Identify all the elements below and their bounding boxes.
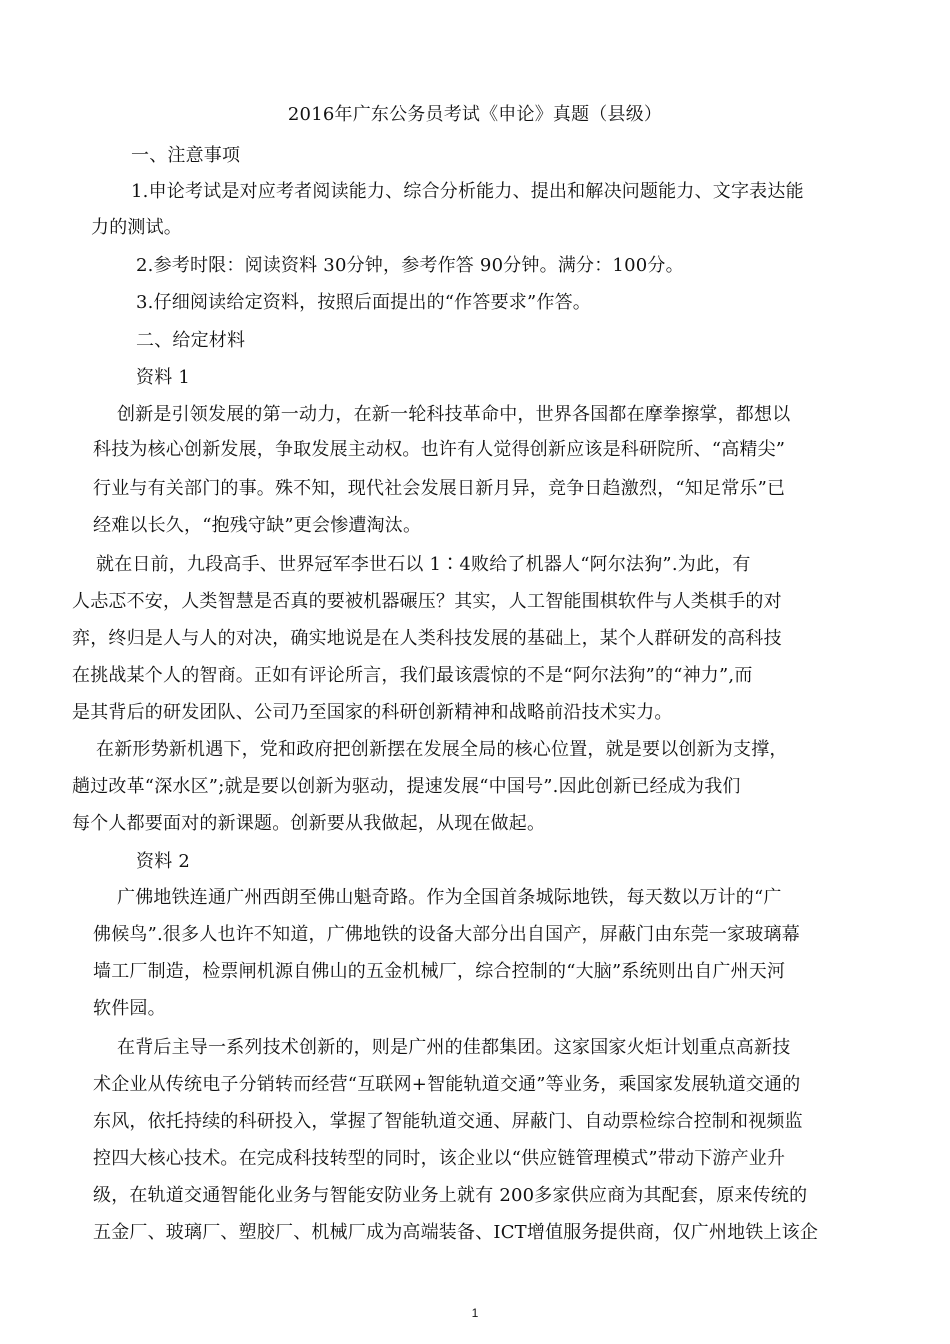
paragraph-line: 创新是引领发展的第一动力，在新一轮科技革命中，世界各国都在摩拳擦掌，都想以: [117, 404, 791, 425]
paragraph-line: 弈，终归是人与人的对决，确实地说是在人类科技发展的基础上，某个人群研发的高科技: [72, 628, 782, 649]
paragraph-line: 行业与有关部门的事。殊不知，现代社会发展日新月异，竞争日趋激烈，“知足常乐”已: [93, 478, 786, 499]
paragraph-line: 趟过改革“深水区”;就是要以创新为驱动，提速发展“中国号”.因此创新已经成为我们: [72, 776, 741, 797]
paragraph-line: 级，在轨道交通智能化业务与智能安防业务上就有 200多家供应商为其配套，原来传统的: [93, 1185, 808, 1206]
paragraph-line: 经难以长久，“抱残守缺”更会惨遭淘汰。: [93, 515, 422, 536]
paragraph-line: 东风，依托持续的科研投入，掌握了智能轨道交通、屏蔽门、自动票检综合控制和视频监: [93, 1111, 803, 1132]
document-title: 2016年广东公务员考试《申论》真题（县级）: [287, 104, 663, 125]
section-heading-notes: 一、注意事项: [131, 145, 241, 166]
paragraph-line: 人忐忑不安，人类智慧是否真的要被机器碾压？其实，人工智能围棋软件与人类棋手的对: [72, 591, 782, 612]
paragraph-line: 墙工厂制造，检票闸机源自佛山的五金机械厂，综合控制的“大脑”系统则出自广州天河: [93, 961, 786, 982]
paragraph-line: 术企业从传统电子分销转而经营“互联网+智能轨道交通”等业务，乘国家发展轨道交通的: [93, 1074, 801, 1095]
paragraph-line: 在挑战某个人的智商。正如有评论所言，我们最该震惊的不是“阿尔法狗”的“神力”,而: [72, 665, 753, 686]
material-heading: 资料 2: [136, 851, 190, 872]
paragraph-line: 佛候鸟”.很多人也许不知道，广佛地铁的设备大部分出自国产，屏蔽门由东莞一家玻璃幕: [93, 924, 800, 945]
paragraph-line: 控四大核心技术。在完成科技转型的同时，该企业以“供应链管理模式”带动下游产业升: [93, 1148, 786, 1169]
paragraph-line: 广佛地铁连通广州西朗至佛山魁奇路。作为全国首条城际地铁，每天数以万计的“广: [117, 887, 782, 908]
paragraph-line: 2.参考时限：阅读资料 30分钟，参考作答 90分钟。满分：100分。: [136, 255, 684, 276]
paragraph-line: 是其背后的研发团队、公司乃至国家的科研创新精神和战略前沿技术实力。: [72, 702, 673, 723]
material-heading: 资料 1: [136, 367, 190, 388]
paragraph-line: 五金厂、玻璃厂、塑胶厂、机械厂成为高端装备、ICT增值服务提供商，仅广州地铁上该企: [93, 1222, 819, 1243]
paragraph-line: 就在日前，九段高手、世界冠军李世石以 1∶4败给了机器人“阿尔法狗”.为此，有: [96, 554, 751, 575]
page-number: 1: [471, 1306, 479, 1320]
paragraph-line: 软件园。: [93, 998, 166, 1019]
paragraph-line: 每个人都要面对的新课题。创新要从我做起，从现在做起。: [72, 813, 546, 834]
paragraph-line: 1.申论考试是对应考者阅读能力、综合分析能力、提出和解决问题能力、文字表达能: [131, 181, 804, 202]
paragraph-line: 在背后主导一系列技术创新的，则是广州的佳都集团。这家国家火炬计划重点高新技: [117, 1037, 791, 1058]
paragraph-line: 力的测试。: [91, 217, 182, 238]
paragraph-line: 3.仔细阅读给定资料，按照后面提出的“作答要求”作答。: [136, 292, 591, 313]
paragraph-line: 科技为核心创新发展，争取发展主动权。也许有人觉得创新应该是科研院所、“高精尖”: [93, 439, 786, 460]
section-heading-materials: 二、给定材料: [136, 330, 246, 351]
paragraph-line: 在新形势新机遇下，党和政府把创新摆在发展全局的核心位置，就是要以创新为支撑，: [96, 739, 788, 760]
